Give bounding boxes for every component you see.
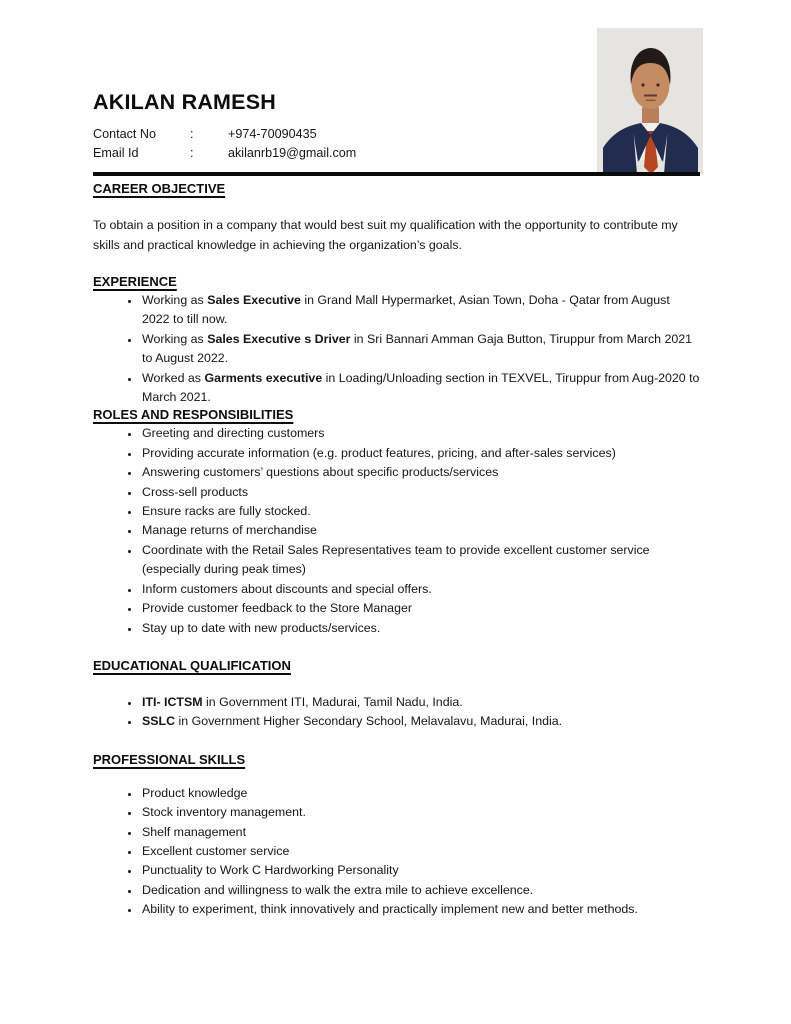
list-item: • Inform customers about discounts and special offers.	[140, 580, 700, 599]
right-eye	[656, 83, 659, 86]
list-item: • Dedication and willingness to walk the extra mile to achieve excellence.	[140, 881, 700, 900]
experience-text: in Sri Bannari Amman Gaja Button, Tiruppur from March 2021 to August 2022.	[142, 331, 693, 366]
mustache-shape	[644, 95, 657, 97]
contact-separator: :	[190, 127, 194, 141]
list-item: • Product knowledge	[140, 784, 700, 803]
list-item	[140, 693, 700, 712]
list-item: • Ability to experiment, think innovatively and practically implement new and better methods.	[140, 900, 700, 919]
list-item	[140, 330, 700, 369]
contact-label: Contact No	[93, 127, 156, 141]
list-item: • Coordinate with the Retail Sales Representatives team to provide excellent customer service (especially during peak times)	[140, 541, 700, 580]
left-eye	[641, 83, 644, 86]
roles-list	[93, 424, 700, 637]
section-title-experience: EXPERIENCE	[93, 274, 177, 289]
experience-text: in Loading/Unloading section in TEXVEL, Tiruppur from Aug-2020 to March 2021.	[142, 370, 700, 405]
list-item	[140, 712, 700, 731]
education-degree: SSLC	[142, 714, 176, 729]
education-text: in Government Higher Secondary School, Melavalavu, Madurai, India.	[175, 714, 563, 729]
list-item: • Greeting and directing customers	[140, 424, 700, 443]
list-item: • Excellent customer service	[140, 842, 700, 861]
list-item: • Stay up to date with new products/services.	[140, 619, 700, 638]
email-value: akilanrb19@gmail.com	[228, 146, 357, 160]
list-item: • Ensure racks are fully stocked.	[140, 502, 700, 521]
list-item: • Punctuality to Work C Hardworking Personality	[140, 861, 700, 880]
list-item: • Provide customer feedback to the Store Manager	[140, 599, 700, 618]
list-item: • Answering customers’ questions about specific products/services	[140, 463, 700, 482]
list-item: • Providing accurate information (e.g. product features, pricing, and after-sales services)	[140, 444, 700, 463]
experience-text: in Grand Mall Hypermarket, Asian Town, Doha - Qatar from August 2022 to till now.	[142, 293, 670, 327]
education-degree: ITI- ICTSM	[142, 694, 203, 709]
section-title-educational-qualification: EDUCATIONAL QUALIFICATION	[93, 657, 291, 673]
email-separator: :	[190, 146, 194, 160]
education-text: in Government ITI, Madurai, Tamil Nadu, India.	[202, 694, 463, 709]
list-item	[140, 291, 700, 330]
contact-value: +974-70090435	[228, 127, 317, 141]
mouth-shape	[646, 100, 656, 102]
experience-text: Working as	[142, 331, 208, 346]
person-photo-graphic	[597, 28, 703, 174]
experience-list	[93, 291, 700, 407]
list-item: • Stock inventory management.	[140, 803, 700, 822]
list-item: • Cross-sell products	[140, 483, 700, 502]
profile-photo	[597, 28, 703, 174]
education-list	[93, 693, 700, 732]
list-item	[140, 369, 700, 408]
experience-text: Worked as	[142, 370, 205, 385]
list-item: • Manage returns of merchandise	[140, 521, 700, 540]
list-item: • Shelf management	[140, 823, 700, 842]
career-objective-text: To obtain a position in a company that would best suit my qualification with the opportunity to contribute my skills and practical knowledge in achieving the organization’s goals.	[93, 218, 678, 252]
section-title-professional-skills: PROFESSIONAL SKILLS	[93, 751, 246, 767]
experience-role: Garments executive	[204, 370, 323, 385]
section-title-career-objective: CAREER OBJECTIVE	[93, 181, 226, 196]
page-title: AKILAN RAMESH	[93, 90, 276, 114]
experience-role: Sales Executive	[207, 293, 301, 307]
section-title-roles-responsibilities: ROLES AND RESPONSIBILITIES	[93, 407, 294, 423]
header-divider	[93, 172, 700, 176]
experience-text: Working as	[142, 293, 208, 307]
experience-role: Sales Executive s Driver	[207, 331, 351, 346]
skills-list	[93, 784, 700, 920]
email-label: Email Id	[93, 146, 139, 160]
